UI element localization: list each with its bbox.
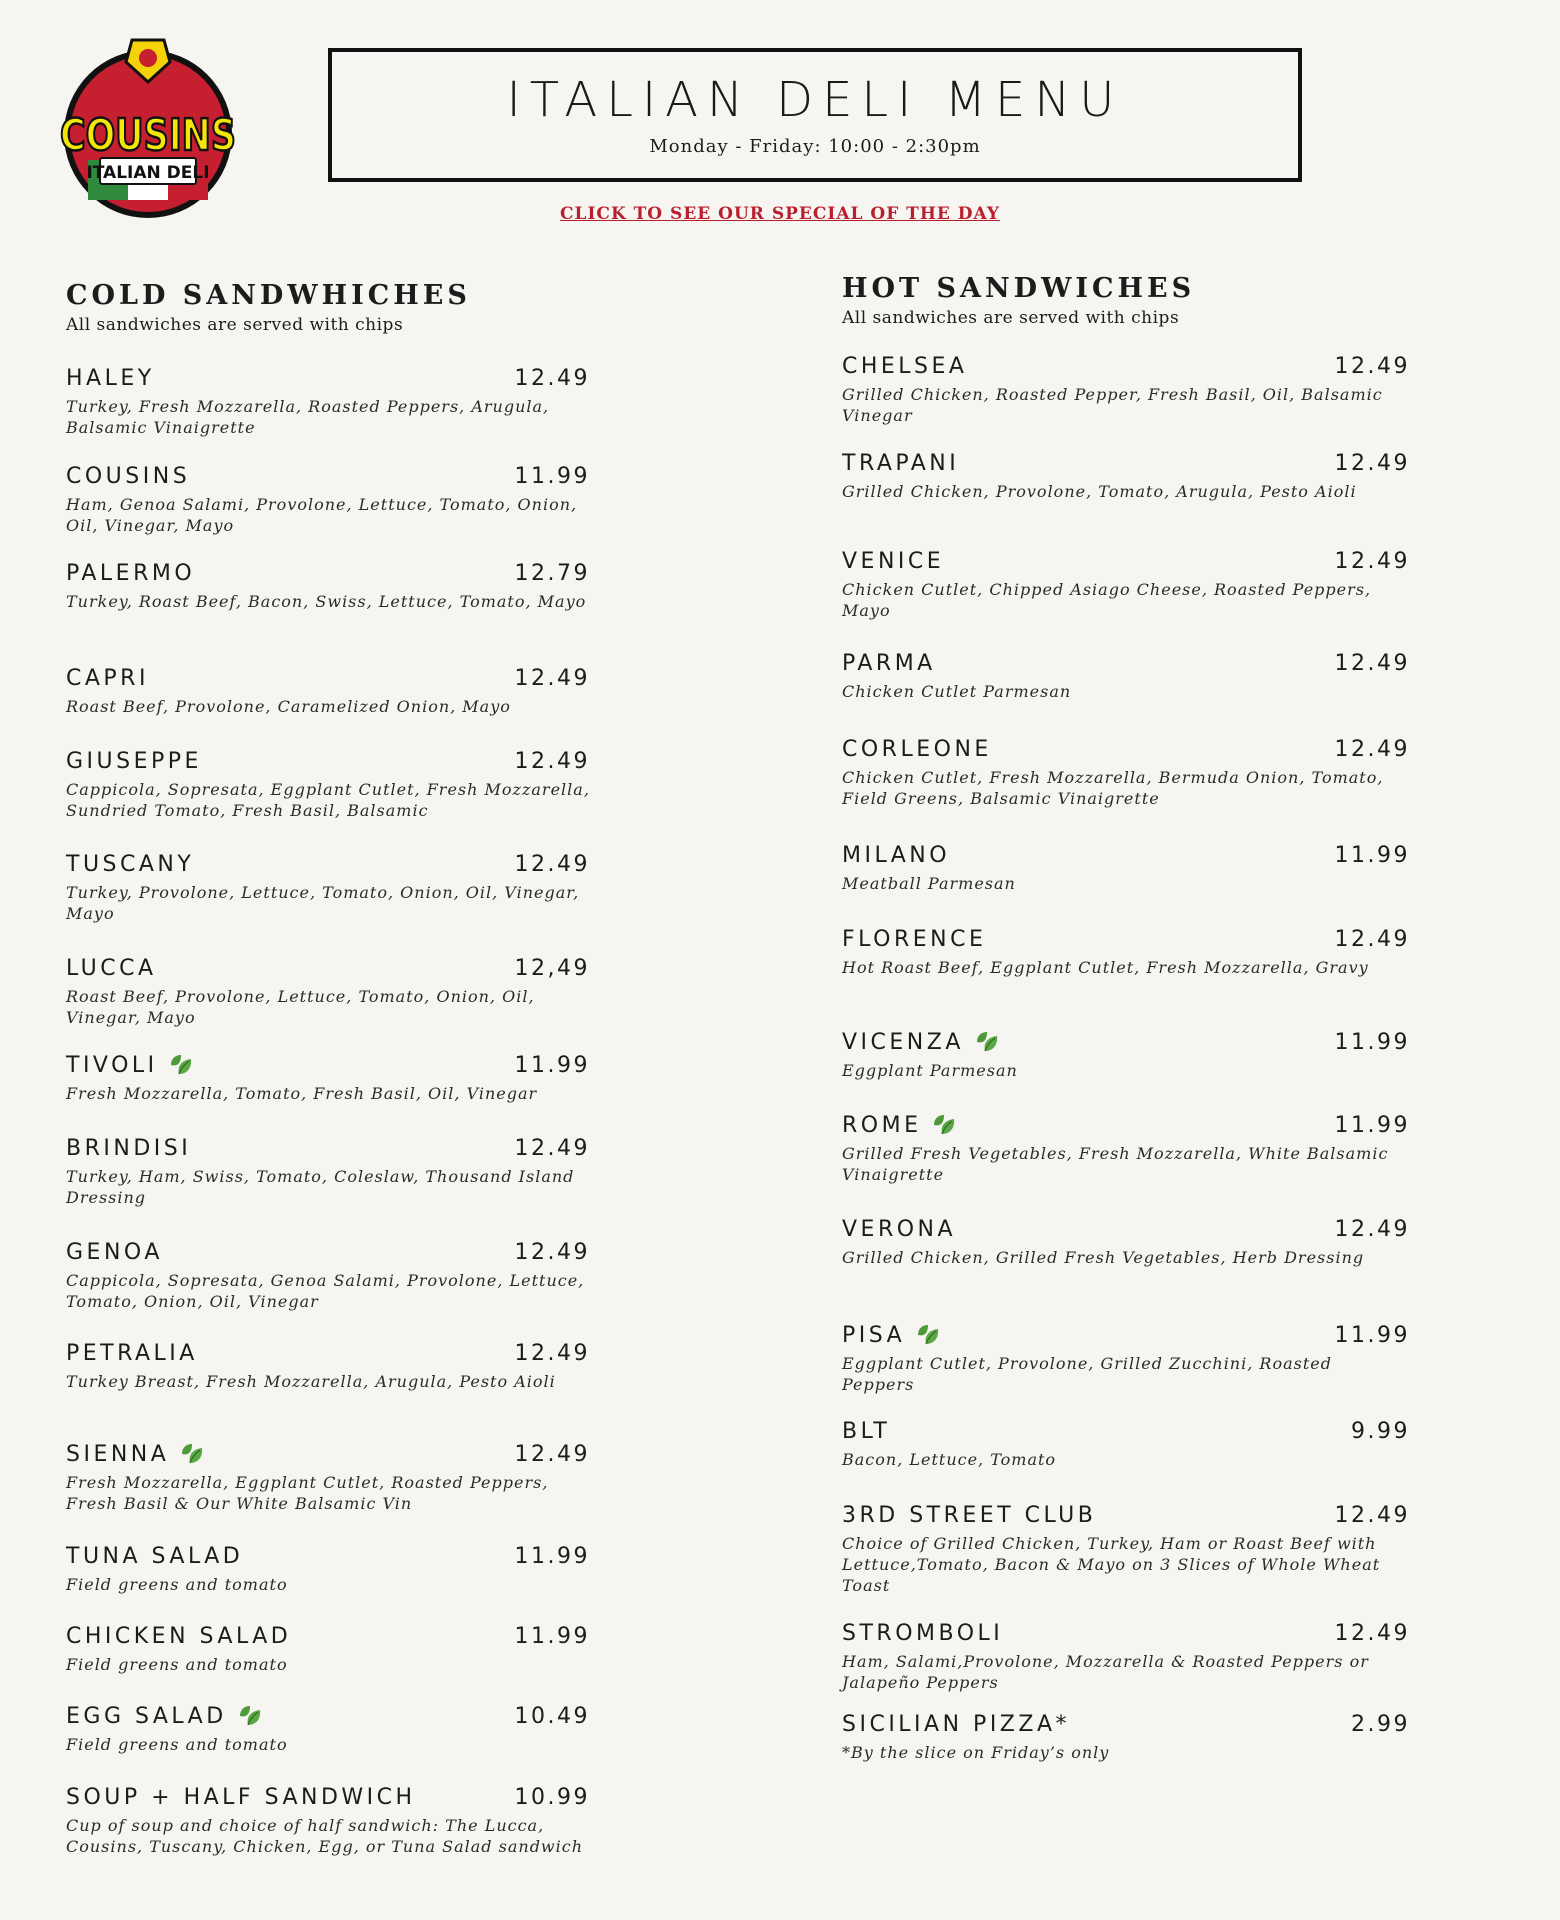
item-description: Grilled Chicken, Provolone, Tomato, Arugula, Pesto Aioli (842, 482, 1357, 501)
item-description: Turkey, Roast Beef, Bacon, Swiss, Lettuce, Tomato, Mayo (66, 592, 587, 611)
menu-item (842, 839, 1410, 894)
item-description: Ham, Genoa Salami, Provolone, Lettuce, Tomato, Onion, Oil, Vinegar, Mayo (66, 495, 578, 535)
item-name: PALERMO (66, 560, 196, 586)
item-name: CHICKEN SALAD (66, 1623, 292, 1649)
opening-hours: Monday - Friday: 10:00 - 2:30pm (649, 136, 981, 157)
item-name: PETRALIA (66, 1340, 198, 1366)
item-name: VICENZA (842, 1029, 1000, 1055)
menu-item (66, 745, 590, 821)
item-name: GIUSEPPE (66, 748, 202, 774)
title-box (328, 48, 1302, 182)
item-description: Turkey, Ham, Swiss, Tomato, Coleslaw, Thousand Island Dressing (66, 1167, 575, 1207)
item-price: 11.99 (1334, 842, 1410, 868)
menu-item (842, 1415, 1410, 1470)
menu-item (842, 1109, 1410, 1185)
menu-item (842, 1319, 1410, 1395)
cold-sandwiches-section (66, 280, 590, 1856)
item-description: *By the slice on Friday’s only (842, 1743, 1110, 1762)
item-description: Grilled Chicken, Roasted Pepper, Fresh Basil, Oil, Balsamic Vinegar (842, 385, 1383, 425)
item-description: Bacon, Lettuce, Tomato (842, 1450, 1057, 1469)
item-price: 11.99 (514, 1052, 590, 1078)
item-name: PISA (842, 1322, 941, 1348)
item-name: TRAPANI (842, 450, 960, 476)
item-price: 12.49 (514, 365, 590, 391)
section-title: COLD SANDWHICHES (66, 280, 471, 311)
item-price: 12.49 (1334, 548, 1410, 574)
item-name: SICILIAN PIZZA* (842, 1711, 1070, 1737)
menu-item (842, 350, 1410, 426)
item-description: Field greens and tomato (66, 1655, 288, 1674)
item-name: BLT (842, 1418, 891, 1444)
menu-item (66, 362, 590, 438)
item-price: 2.99 (1351, 1711, 1410, 1737)
item-name: CHELSEA (842, 353, 968, 379)
item-name: VERONA (842, 1216, 957, 1242)
item-price: 12.49 (514, 665, 590, 691)
item-price: 12.49 (514, 1441, 590, 1467)
item-description: Chicken Cutlet, Chipped Asiago Cheese, Roasted Peppers, Mayo (842, 580, 1372, 620)
item-description: Turkey, Provolone, Lettuce, Tomato, Onion, Oil, Vinegar, Mayo (66, 883, 580, 923)
item-price: 11.99 (514, 1623, 590, 1649)
item-description: Choice of Grilled Chicken, Turkey, Ham or Roast Beef with Lettuce,Tomato, Bacon & Mayo on 3 Slices of Whole Wheat Toast (842, 1534, 1381, 1595)
item-price: 12.49 (1334, 450, 1410, 476)
item-name: MILANO (842, 842, 951, 868)
menu-item (66, 1781, 590, 1857)
item-description: Turkey Breast, Fresh Mozzarella, Arugula, Pesto Aioli (66, 1372, 556, 1391)
item-name: VENICE (842, 548, 945, 574)
item-description: Cappicola, Sopresata, Genoa Salami, Provolone, Lettuce, Tomato, Onion, Oil, Vinegar (66, 1271, 585, 1311)
item-name: BRINDISI (66, 1135, 192, 1161)
item-price: 12.49 (1334, 1216, 1410, 1242)
menu-item (842, 545, 1410, 621)
item-price: 11.99 (1334, 1322, 1410, 1348)
section-subtitle: All sandwiches are served with chips (66, 315, 404, 335)
item-price: 12.49 (1334, 926, 1410, 952)
cousins-logo (52, 32, 244, 220)
item-description: Fresh Mozzarella, Tomato, Fresh Basil, Oil, Vinegar (66, 1084, 538, 1103)
menu-item (66, 1620, 590, 1675)
menu-item (66, 460, 590, 536)
item-description: Chicken Cutlet, Fresh Mozzarella, Bermuda Onion, Tomato, Field Greens, Balsamic Vinaigrette (842, 768, 1384, 808)
section-title: HOT SANDWICHES (842, 273, 1196, 304)
menu-item (842, 923, 1410, 978)
menu-item (842, 1708, 1410, 1763)
item-name: SOUP + HALF SANDWICH (66, 1784, 416, 1810)
item-name: LUCCA (66, 955, 157, 981)
item-price: 12.49 (514, 851, 590, 877)
item-name: TUNA SALAD (66, 1543, 244, 1569)
menu-item (842, 1026, 1410, 1081)
hot-sandwiches-section (842, 273, 1410, 1762)
item-price: 10.99 (514, 1784, 590, 1810)
menu-item (66, 662, 590, 717)
menu-item (66, 1438, 590, 1514)
item-description: Field greens and tomato (66, 1575, 288, 1594)
item-description: Turkey, Fresh Mozzarella, Roasted Peppers, Arugula, Balsamic Vinaigrette (66, 397, 550, 437)
item-name: HALEY (66, 365, 155, 391)
item-name: COUSINS (66, 463, 191, 489)
item-name: GENOA (66, 1239, 163, 1265)
menu-item (66, 1700, 590, 1755)
menu-item (66, 1540, 590, 1595)
item-description: Cappicola, Sopresata, Eggplant Cutlet, Fresh Mozzarella, Sundried Tomato, Fresh Basil, Balsamic (66, 780, 590, 820)
item-price: 12.49 (514, 1340, 590, 1366)
item-name: TUSCANY (66, 851, 195, 877)
item-description: Eggplant Parmesan (842, 1061, 1018, 1080)
menu-item (66, 1337, 590, 1392)
item-name: CORLEONE (842, 736, 992, 762)
item-price: 12.49 (514, 1135, 590, 1161)
menu-item (66, 557, 590, 612)
item-price: 12.49 (1334, 1620, 1410, 1646)
item-price: 12.49 (1334, 736, 1410, 762)
item-name: CAPRI (66, 665, 149, 691)
menu-item (842, 1499, 1410, 1596)
item-description: Roast Beef, Provolone, Caramelized Onion, Mayo (66, 697, 511, 716)
item-price: 12.79 (514, 560, 590, 586)
item-description: Meatball Parmesan (842, 874, 1016, 893)
item-price: 10.49 (514, 1703, 590, 1729)
menu-item (842, 1213, 1410, 1268)
vegetarian-leaf-icon (974, 1029, 1000, 1055)
vegetarian-leaf-icon (915, 1322, 941, 1348)
section-subtitle: All sandwiches are served with chips (842, 308, 1180, 328)
item-price: 12.49 (514, 1239, 590, 1265)
item-name: TIVOLI (66, 1052, 194, 1078)
item-description: Chicken Cutlet Parmesan (842, 682, 1072, 701)
item-price: 9.99 (1351, 1418, 1410, 1444)
menu-item (842, 447, 1410, 502)
item-price: 12.49 (1334, 1502, 1410, 1528)
vegetarian-leaf-icon (168, 1052, 194, 1078)
item-description: Eggplant Cutlet, Provolone, Grilled Zucchini, Roasted Peppers (842, 1354, 1332, 1394)
vegetarian-leaf-icon (237, 1703, 263, 1729)
menu-item (66, 848, 590, 924)
menu-item (842, 733, 1410, 809)
item-description: Field greens and tomato (66, 1735, 288, 1754)
menu-item (842, 1617, 1410, 1693)
logo-brand: COUSINS (60, 110, 236, 161)
item-description: Grilled Chicken, Grilled Fresh Vegetables, Herb Dressing (842, 1248, 1365, 1267)
menu-item (842, 647, 1410, 702)
item-description: Roast Beef, Provolone, Lettuce, Tomato, Onion, Oil, Vinegar, Mayo (66, 987, 535, 1027)
menu-item (66, 1049, 590, 1104)
item-name: PARMA (842, 650, 936, 676)
item-name: ROME (842, 1112, 957, 1138)
item-description: Hot Roast Beef, Eggplant Cutlet, Fresh Mozzarella, Gravy (842, 958, 1369, 977)
special-of-the-day-link[interactable]: CLICK TO SEE OUR SPECIAL OF THE DAY (560, 204, 1000, 224)
item-price: 11.99 (514, 463, 590, 489)
menu-item (66, 1132, 590, 1208)
item-price: 12.49 (1334, 650, 1410, 676)
page-title: ITALIAN DELI MENU (506, 72, 1124, 128)
item-price: 12.49 (514, 748, 590, 774)
item-price: 12,49 (514, 955, 590, 981)
vegetarian-leaf-icon (179, 1441, 205, 1467)
item-price: 11.99 (1334, 1112, 1410, 1138)
item-name: STROMBOLI (842, 1620, 1004, 1646)
menu-item (66, 1236, 590, 1312)
menu-item (66, 952, 590, 1028)
item-description: Fresh Mozzarella, Eggplant Cutlet, Roasted Peppers, Fresh Basil & Our White Balsamic Vin (66, 1473, 549, 1513)
vegetarian-leaf-icon (931, 1112, 957, 1138)
logo-tagline: ITALIAN DELI (86, 163, 210, 183)
item-description: Grilled Fresh Vegetables, Fresh Mozzarella, White Balsamic Vinaigrette (842, 1144, 1389, 1184)
item-description: Cup of soup and choice of half sandwich: The Lucca, Cousins, Tuscany, Chicken, Egg, or Tuna Salad sandwich (66, 1816, 584, 1856)
item-price: 11.99 (1334, 1029, 1410, 1055)
item-description: Ham, Salami,Provolone, Mozzarella & Roasted Peppers or Jalapeño Peppers (842, 1652, 1369, 1692)
item-price: 12.49 (1334, 353, 1410, 379)
item-name: FLORENCE (842, 926, 987, 952)
item-price: 11.99 (514, 1543, 590, 1569)
item-name: SIENNA (66, 1441, 205, 1467)
item-name: EGG SALAD (66, 1703, 263, 1729)
item-name: 3RD STREET CLUB (842, 1502, 1097, 1528)
